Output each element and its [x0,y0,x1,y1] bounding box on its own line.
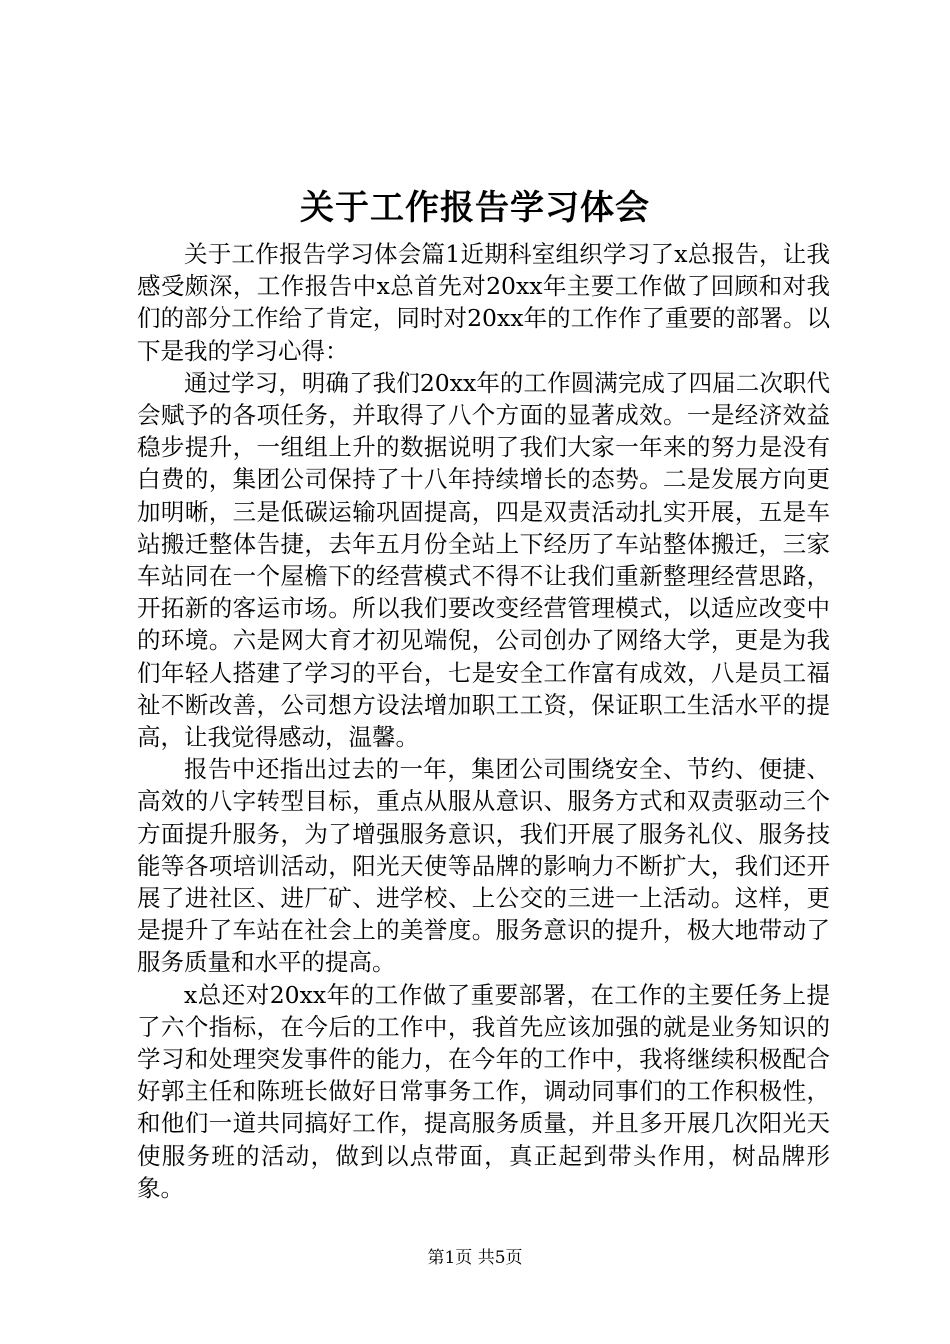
document-body [137,238,830,1204]
page-number-footer: 第1页 共5页 [427,1248,523,1268]
paragraph-4: x总还对20xx年的工作做了重要部署，在工作的主要任务上提了六个指标，在今后的工作中，我首先应该加强的就是业务知识的学习和处理突发事件的能力，在今年的工作中，我将继续积极配合好郭主任和陈班长做好日常事务工作，调动同事们的工作积极性，和他们一道共同搞好工作，提高服务质量，并且多开展几次阳光天使服务班的活动，做到以点带面，真正起到带头作用，树品牌形象。 [137,980,830,1202]
paragraph-1: 关于工作报告学习体会篇1近期科室组织学习了x总报告，让我感受颇深，工作报告中x总首先对20xx年主要工作做了回顾和对我们的部分工作给了肯定，同时对20xx年的工作作了重要的部署。以下是我的学习心得： [137,240,830,365]
paragraph-2: 通过学习，明确了我们20xx年的工作圆满完成了四届二次职代会赋予的各项任务，并取得了八个方面的显著成效。一是经济效益稳步提升，一组组上升的数据说明了我们大家一年来的努力是没有白费的，集团公司保持了十八年持续增长的态势。二是发展方向更加明晰，三是低碳运输巩固提高，四是双责活动扎实开展，五是车站搬迁整体告捷，去年五月份全站上下经历了车站整体搬迁，三家车站同在一个屋檐下的经营模式不得不让我们重新整理经营思路，开拓新的客运市场。所以我们要改变经营管理模式，以适应改变中的环境。六是网大育才初见端倪，公司创办了网络大学，更是为我们年轻人搭建了学习的平台，七是安全工作富有成效，八是员工福祉不断改善，公司想方设法增加职工工资，保证职工生活水平的提高，让我觉得感动，温馨。 [137,368,830,752]
paragraph-3: 报告中还指出过去的一年，集团公司围绕安全、节约、便捷、高效的八字转型目标，重点从服从意识、服务方式和双责驱动三个方面提升服务，为了增强服务意识，我们开展了服务礼仪、服务技能等各项培训活动，阳光天使等品牌的影响力不断扩大，我们还开展了进社区、进厂矿、进学校、上公交的三进一上活动。这样，更是提升了车站在社会上的美誉度。服务意识的提升，极大地带动了服务质量和水平的提高。 [137,755,830,977]
document-title: 关于工作报告学习体会 [300,188,650,228]
